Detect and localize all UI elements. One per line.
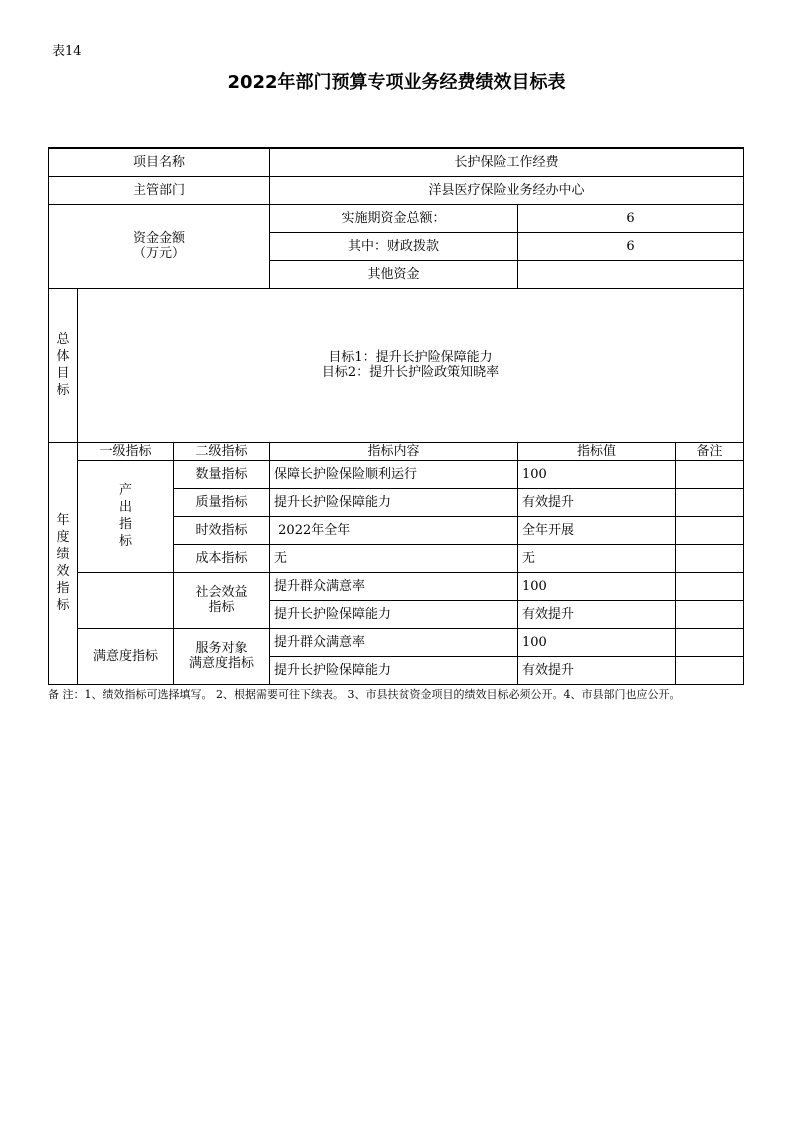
- table-row-content: 无: [270, 544, 518, 572]
- satisfaction-level1: 满意度指标: [78, 628, 174, 684]
- department-label: 主管部门: [49, 176, 270, 204]
- header-content: 指标内容: [270, 442, 518, 460]
- project-name-label: 项目名称: [49, 148, 270, 176]
- table-row-content: 提升长护险保障能力: [270, 488, 518, 516]
- output-indicator-label: 产 出 指 标: [78, 460, 174, 572]
- table-row-value: 有效提升: [518, 656, 676, 684]
- table-row-value: 100: [518, 572, 676, 600]
- table-row-remark: [676, 460, 744, 488]
- funds-other-label: 其他资金: [270, 260, 518, 288]
- table-number: 表14: [52, 44, 82, 59]
- benefit-level2: 社会效益 指标: [174, 572, 270, 628]
- header-level1: 一级指标: [78, 442, 174, 460]
- table-row-remark: [676, 656, 744, 684]
- funds-fiscal-value: 6: [518, 232, 744, 260]
- footnote: 备 注：1、绩效指标可选择填写。 2、根据需要可往下续表。 3、市县扶贫资金项目的绩效目标必须公开。4、市县部门也应公开。: [48, 688, 681, 701]
- table-row-remark: [676, 628, 744, 656]
- table-row-value: 100: [518, 628, 676, 656]
- table-row-remark: [676, 516, 744, 544]
- table-row-value: 全年开展: [518, 516, 676, 544]
- annual-indicator-label: 年 度 绩 效 指 标: [49, 442, 78, 684]
- goal-item: 目标1：提升长护险保障能力: [328, 350, 493, 365]
- table-row-content: 保障长护险保险顺利运行: [270, 460, 518, 488]
- table-row-value: 100: [518, 460, 676, 488]
- header-value: 指标值: [518, 442, 676, 460]
- table-row-level2: 成本指标: [174, 544, 270, 572]
- goal-item: 目标2：提升长护险政策知晓率: [321, 365, 500, 380]
- funds-label: [49, 204, 270, 288]
- table-row-content: 2022年全年: [270, 516, 518, 544]
- table-row-level2: 数量指标: [174, 460, 270, 488]
- table-row-remark: [676, 600, 744, 628]
- funds-total-value: 6: [518, 204, 744, 232]
- header-level2: 二级指标: [174, 442, 270, 460]
- department-value: 洋县医疗保险业务经办中心: [270, 176, 744, 204]
- table-row-remark: [676, 488, 744, 516]
- table-row-value: 有效提升: [518, 600, 676, 628]
- table-row-content: 提升群众满意率: [270, 572, 518, 600]
- table-row-remark: [676, 572, 744, 600]
- table-row-remark: [676, 544, 744, 572]
- table-row-level2: 时效指标: [174, 516, 270, 544]
- benefit-level1: [78, 572, 174, 628]
- satisfaction-level2: 服务对象 满意度指标: [174, 628, 270, 684]
- performance-table: [48, 147, 744, 685]
- project-name-value: 长护保险工作经费: [270, 148, 744, 176]
- header-remark: 备注: [676, 442, 744, 460]
- funds-label-line1: 资金金额: [133, 231, 186, 246]
- table-row-content: 提升长护险保障能力: [270, 600, 518, 628]
- table-row-value: 无: [518, 544, 676, 572]
- page-title: 2022年部门预算专项业务经费绩效目标表: [227, 72, 566, 93]
- funds-other-value: [518, 260, 744, 288]
- table-row-level2: 质量指标: [174, 488, 270, 516]
- overall-goal-content: [78, 288, 744, 442]
- funds-label-line2: （万元）: [133, 246, 186, 261]
- table-row-content: 提升长护险保障能力: [270, 656, 518, 684]
- table-row-value: 有效提升: [518, 488, 676, 516]
- funds-total-label: 实施期资金总额：: [270, 204, 518, 232]
- overall-goal-label: 总 体 目 标: [49, 288, 78, 442]
- funds-fiscal-label: 其中：财政拨款: [270, 232, 518, 260]
- table-row-content: 提升群众满意率: [270, 628, 518, 656]
